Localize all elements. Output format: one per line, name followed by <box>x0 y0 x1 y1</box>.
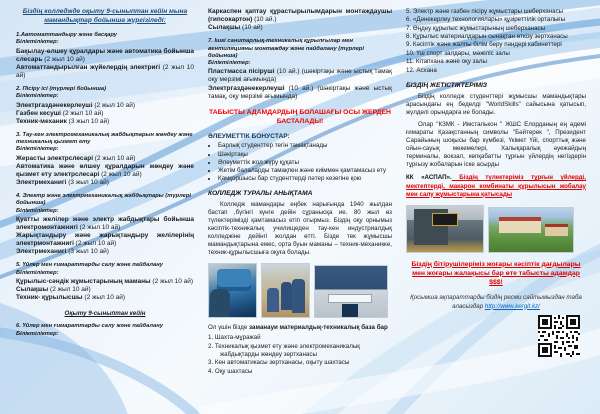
workshop-machinery-photo <box>208 263 257 318</box>
brochure-header: Біздің колледжде оқыту 9-сыныптан кейін мына мамандықтар бойынша жүргізіледі: <box>22 8 188 24</box>
qualification: Жерасты электрслесарі (2 жыл 10 ай) <box>16 154 136 162</box>
qualifications-label: Біліктіліктер: <box>16 330 59 337</box>
building-door-shape <box>342 304 358 317</box>
section-title: 5. Үйлер мен ғимараттарды салу және пайдалану <box>16 262 163 269</box>
qualification: Пластмасса пісіруші (10 ай.) (шәкіртақы және ыстық тамақ оқу мерзімі ағымында) <box>208 68 392 84</box>
middle-column <box>208 8 392 408</box>
website-link[interactable]: http://www.kergit.kz/ <box>484 302 540 310</box>
qualification: Сылақшы (10 ай) <box>208 24 263 32</box>
facility-item: 11. Кітапхана және оқу залы <box>406 58 487 66</box>
qualification: Газбен кесуші (2 жыл 10 ай) <box>16 109 104 117</box>
campus-building-shape <box>545 227 568 236</box>
right-column <box>406 8 586 408</box>
base-item: 2. Техникалық қызмет ету және электромеханикалық жабдықтарды жөндеу зертханасы <box>208 342 361 358</box>
section-title: 3. Тау-кен электромеханикалық жабдықтарын жөндеу және техникалық қызмет ету <box>16 131 193 146</box>
material-base-list <box>208 334 392 376</box>
qualifications-label: Біліктіліктер: <box>16 269 59 276</box>
base-item: 4. Оқу шахтасы <box>208 367 253 375</box>
qualification: Техник- құрылысшы (2 жыл 10 ай) <box>16 294 126 302</box>
qualification: Каркаспен қаптау құрастырылымдарын монтаждаушы (гипсокартон) (10 ай.) <box>208 8 392 24</box>
qualification: Бақылау-өлшеу құралдары және автоматика бойынша слесарь (2 жыл 10 ай) <box>16 47 194 63</box>
facility-item: 8. Құрылыс материалдарын сынақтан өткізу зертханасы <box>406 33 568 41</box>
facility-item: 7. Өңдеу құрылыс жұмыстарының шеберханасы <box>406 24 546 32</box>
building-sign-shape <box>328 294 372 303</box>
specialty-section <box>16 132 194 187</box>
qualifications-label: Біліктіліктер: <box>16 146 59 153</box>
specialty-section <box>16 32 194 80</box>
photo-row <box>208 263 392 318</box>
facility-item: 5. Электр және газбен пісіру жұмыстары шеберханасы <box>406 8 564 15</box>
section-title: 6. Үйлер мен ғимараттарды салу және пайдалану <box>16 323 163 330</box>
photo-row <box>406 205 586 253</box>
qualifications-label: Біліктіліктер: <box>16 207 59 214</box>
facility-item: 9. Кәсіптік және жалпы білім беру пәндері кабинеттері <box>406 41 562 49</box>
qualifications-label: Біліктіліктер: <box>208 60 251 67</box>
campus-building-shape <box>499 221 541 233</box>
college-building-photo <box>314 265 388 318</box>
plant-sign-shape <box>432 213 458 226</box>
bonus-item: • Шәкіртақы <box>218 151 392 159</box>
base-item: 3. Кен автоматикасы зертханасы, оқыту шахтасы <box>208 359 350 367</box>
facility-item: 12. Асхана <box>406 66 437 74</box>
machinery-shape <box>217 269 251 291</box>
material-base-intro: Ол үшін бізде заманауи материалдық-техникалық база бар <box>208 324 388 332</box>
facilities-list <box>406 8 586 75</box>
student-shape <box>281 282 292 310</box>
section-title: 1.Автоматтандыру және басқару <box>16 32 118 39</box>
achievements-paragraph: Олар "КЗМК - Имсталькон " ЖШС Елорданың ең әдемі ғимараты Қазақстанның символы "Бәйтерек ", Президент Сарайының шоқысы бар күмбезі, Үкімет Үйі, спорттық және ойын-сауық мекемелері, Халықаралық әуежайдың терминалы, вокзал, көпқабатты тұрғын үйлердің негіздерін тұрғызу жобаларын іске асырды <box>406 121 586 169</box>
aspap-paragraph: КК «АСПАП». Біздің түлектеріміз тұрғын үйлерді, мектептерді, макарон комбинаты құрылысын жобалау мен салу жұмыстарына қатысады <box>406 174 586 198</box>
student-shape <box>267 288 279 312</box>
students-workshop-photo <box>261 263 310 318</box>
success-slogan: ТАБЫСТЫ АДАМДАРДЫҢ БОЛАШАҒЫ ОСЫ ЖЕРДЕН БАСТАЛАДЫ! <box>209 108 391 125</box>
qualification: Жарықтандыру және жарықтандыру желілерінің электрмонтажнигі (2 жыл 10 ай) <box>16 232 194 248</box>
qualification: Қуатты желілер және электр жабдықтары бойынша электромонтажнигі (2 жыл 10 ай) <box>16 215 194 231</box>
base-item: 1. Шахта-мұражай <box>208 334 261 342</box>
qualification: Электрмеханигі (3 жыл 10 ай) <box>16 179 109 187</box>
specialty-section <box>16 262 194 302</box>
more-info-text: Қосымша ақпараттарды біздің ресми сайтымыздан таба аласыздар http://www.kergit.kz/ <box>410 294 582 310</box>
bonus-item: • Қамқоршысы бар студенттерді пәтер кезегіне қою <box>218 175 392 183</box>
section-title: 2. Пісіру ісі (түрлері бойынша) <box>16 86 107 93</box>
about-college-text: Колледж мамандары еңбек нарығында 1940 жылдан бастап ,бүгінгі күнге дейін сұранысқа ие. 80 жыл өз түлектерімізді қамтамасыз етіп отырмыз. Біздің оқу орнымыз кәсіптік-техникалық училищеден тау-кен индустриалдық колледжіне дейінгі жолдан өтті. Бізде тек жұмысшы мамандықтарына емес, орта буын маманы – техник-механикке, техник-құрылысшыға оқуға болады. <box>208 200 392 257</box>
qualification: Электргаздәнекерлеуші (10 ай.) (шәкіртақы және ыстық тамақ, оқу мерзімі ағымында) <box>208 84 392 100</box>
graduates-success-slogan: Біздің бітірушілеріміз жоғары кәсіптік дағдылары мен жоғары жалақысы бар өте табысты адамдар $$$! <box>411 260 581 286</box>
about-college-heading: КОЛЛЕДЖ ТУРАЛЫ АНЫҚТАМА <box>208 189 313 197</box>
college-campus-photo <box>488 207 574 253</box>
student-shape <box>292 279 305 313</box>
qualifications-label: Біліктіліктер: <box>16 93 59 100</box>
specialty-section <box>208 38 392 100</box>
bonus-item: • Барлық студенттер тегін тамақтанады <box>218 142 392 150</box>
bonus-item: • Әлеуметтік жол жүру құқаты <box>218 159 392 167</box>
specialty-section <box>16 86 194 126</box>
qualification: Автоматтандырылған жүйелердің электригі (2 жыл 10 ай) <box>16 63 194 79</box>
qualification: Сылақшы (2 жыл 10 ай) <box>16 286 91 294</box>
social-bonuses-list <box>208 142 392 182</box>
specialty-section <box>16 323 194 337</box>
achievements-paragraph: Біздің колледж студенттері жұмысшы мамандықтары арасындағы ең беделді "WorldSkills" сайысына қатысып, жүлделі орындарға ие болады. <box>406 92 586 116</box>
industrial-plant-photo <box>406 205 484 253</box>
qualification: Электрмеханигі (3 жыл 10 ай) <box>16 248 109 256</box>
left-column <box>16 8 194 408</box>
qualification: Автоматика және өлшеу құралдарын жөндеу және қызмет ету электрслесарі (2 жыл 10 ай) <box>16 162 194 178</box>
after-grade-heading: Оқыту 9-сыныптан кейін <box>64 310 146 318</box>
social-bonuses-heading: ӘЛЕУМЕТТІК БОНУСТАР: <box>208 133 290 141</box>
qr-code-icon <box>538 315 580 357</box>
qualifications-label: Біліктіліктер: <box>16 39 59 46</box>
facility-item: 6. «Дәнекерлеу технологиялары» құзіреттілік орталығы <box>406 16 566 24</box>
qualification: Техник-механик (3 жыл 10 ай) <box>16 117 110 125</box>
qualification: Электргаздәнекерлеуші (2 жыл 10 ай) <box>16 101 135 109</box>
section-title: 4. Электр және электрмеханикалық жабдықтары (түрлері бойынша) <box>16 193 191 207</box>
worker-shape <box>210 289 230 317</box>
qualification: Құрылыс-сәндік жұмыстарының маманы (2 жыл 10 ай) <box>16 277 194 285</box>
specialty-section <box>16 193 194 256</box>
achievements-heading: БІЗДІҢ ЖЕТІСТІКТЕРІМІЗ <box>406 81 488 89</box>
bonus-item: • Жетім балаларды тамақпен және киіммен қамтамасыз ету <box>218 167 392 175</box>
section-title: 7. Ішкі санитарлық-техникалық құрылғылар мен вентиляцияны монтаждау және пайдалану (түрлері бойынша) <box>208 38 364 59</box>
qr-wrap <box>406 315 586 357</box>
facility-item: 10. Үш спорт залдары, мәжіліс залы <box>406 49 510 57</box>
